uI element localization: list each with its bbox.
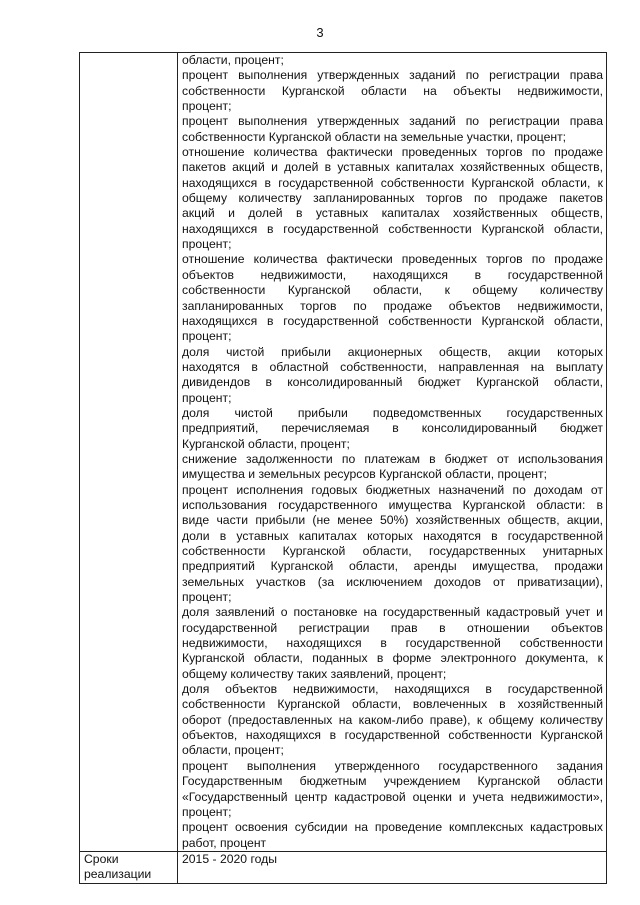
indicator-line: использования государственного имущества Курганской области: в: [182, 497, 603, 512]
indicator-line: процент освоения субсидии на проведение комплексных кадастровых: [182, 820, 603, 835]
indicator-line: отношение количества фактически проведенных торгов по продаже: [182, 145, 603, 160]
indicator-line: предприятий, перечисляемая в консолидированный бюджет: [182, 421, 603, 436]
indicator-line: области, процент;: [182, 743, 284, 758]
indicator-paragraph: [182, 820, 603, 851]
indicator-line: области, процент;: [182, 53, 284, 67]
indicators-label-cell: [80, 53, 178, 852]
indicator-line: находящихся в государственной собственности Курганской области, к: [182, 175, 603, 190]
indicator-line: процент исполнения годовых бюджетных назначений по доходам от: [182, 482, 603, 497]
label-line: Сроки: [84, 851, 119, 866]
table-row: [80, 53, 607, 852]
indicator-line: государственной регистрации прав в отношении объектов: [182, 620, 603, 635]
indicator-line: собственности Курганской области, государственных унитарных: [182, 544, 603, 558]
indicator-paragraph: [182, 682, 603, 759]
indicator-line: земельных участков (за исключением доходов от приватизации),: [182, 574, 603, 589]
indicators-cell: [178, 53, 607, 852]
indicator-line: недвижимости, находящихся в государственной собственности: [182, 636, 603, 651]
indicator-line: процент выполнения утвержденного государственного задания: [182, 758, 603, 773]
indicator-line: процент выполнения утвержденных заданий по регистрации права: [182, 68, 603, 83]
indicator-line: процент;: [182, 237, 232, 252]
indicator-line: собственности Курганской области на объекты недвижимости,: [182, 83, 603, 98]
indicator-line: доли в уставных капиталах которых находятся в государственной: [182, 528, 603, 543]
indicator-line: находящихся в государственной собственности Курганской области,: [182, 221, 603, 236]
indicator-line: процент;: [182, 590, 232, 605]
indicator-line: пакетов акций и долей в уставных капиталах хозяйственных обществ,: [182, 160, 603, 175]
indicator-line: объектов, находящихся в государственной собственности Курганской: [182, 728, 603, 743]
indicator-line: находятся в областной собственности, направленная на выплату: [182, 359, 603, 374]
indicator-line: Курганской области, процент;: [182, 436, 350, 451]
indicator-line: «Государственный центр кадастровой оценки и учета недвижимости»,: [182, 789, 603, 804]
indicator-line: процент выполнения утвержденных заданий по регистрации права: [182, 114, 603, 129]
indicator-line: работ, процент: [182, 835, 267, 850]
indicator-line: предприятий Курганской области, аренды имущества, продажи: [182, 559, 603, 574]
implementation-period-value-cell: [178, 851, 607, 883]
indicator-line: имущества и земельных ресурсов Курганской области, процент;: [182, 467, 548, 482]
indicator-line: объектов недвижимости, находящихся в государственной: [182, 267, 603, 282]
indicator-line: процент;: [182, 390, 232, 405]
implementation-period-label-cell: [80, 851, 178, 883]
label-line: реализации: [84, 867, 152, 882]
indicator-line: доля объектов недвижимости, находящихся в государственной: [182, 682, 603, 697]
indicator-line: собственности Курганской области на земельные участки, процент;: [182, 129, 567, 144]
indicator-line: запланированных торгов по продаже объектов недвижимости,: [182, 298, 603, 313]
indicator-paragraph: [182, 68, 603, 114]
indicator-paragraph: [182, 483, 603, 606]
indicator-paragraph: [182, 53, 603, 68]
indicator-line: процент;: [182, 329, 232, 344]
indicator-line: отношение количества фактически проведенных торгов по продаже: [182, 252, 603, 267]
indicator-line: акций и долей в уставных капиталах хозяйственных обществ,: [182, 206, 603, 221]
indicator-paragraph: [182, 345, 603, 406]
indicator-line: собственности Курганской области, вовлеченных в хозяйственный: [182, 697, 603, 712]
indicator-paragraph: [182, 406, 603, 452]
indicator-line: доля чистой прибыли акционерных обществ, акции которых: [182, 344, 603, 359]
indicator-paragraph: [182, 145, 603, 252]
page-number: 3: [316, 25, 324, 40]
indicator-line: процент;: [182, 804, 232, 819]
indicator-paragraph: [182, 605, 603, 682]
indicator-line: виде части прибыли (не менее 50%) хозяйственных обществ, акции,: [182, 513, 603, 528]
indicator-paragraph: [182, 452, 603, 483]
indicator-line: общему количеству запланированных торгов по продаже пакетов: [182, 191, 603, 206]
indicator-line: собственности Курганской области, к общему количеству: [182, 283, 603, 298]
indicator-paragraph: [182, 114, 603, 145]
indicator-line: общему количеству таких заявлений, процент;: [182, 666, 447, 681]
indicator-line: доля чистой прибыли подведомственных государственных: [182, 405, 603, 420]
indicator-paragraph: [182, 759, 603, 820]
indicator-line: оборот (предоставленных на каком-либо праве), к общему количеству: [182, 712, 603, 727]
indicator-line: процент;: [182, 99, 232, 114]
program-passport-table: [79, 52, 607, 884]
indicator-line: снижение задолженности по платежам в бюджет от использования: [182, 451, 603, 466]
indicator-line: Государственным бюджетным учреждением Курганской области: [182, 774, 603, 789]
indicator-line: доля заявлений о постановке на государственный кадастровый учет и: [182, 605, 603, 620]
table-row: [80, 851, 607, 883]
indicator-line: дивидендов в консолидированный бюджет Курганской области,: [182, 375, 603, 390]
indicator-line: находящихся в государственной собственности Курганской области,: [182, 313, 603, 328]
indicator-line: Курганской области, поданных в форме электронного документа, к: [182, 651, 603, 666]
indicator-paragraph: [182, 252, 603, 344]
implementation-period-value: 2015 - 2020 годы: [182, 851, 278, 866]
